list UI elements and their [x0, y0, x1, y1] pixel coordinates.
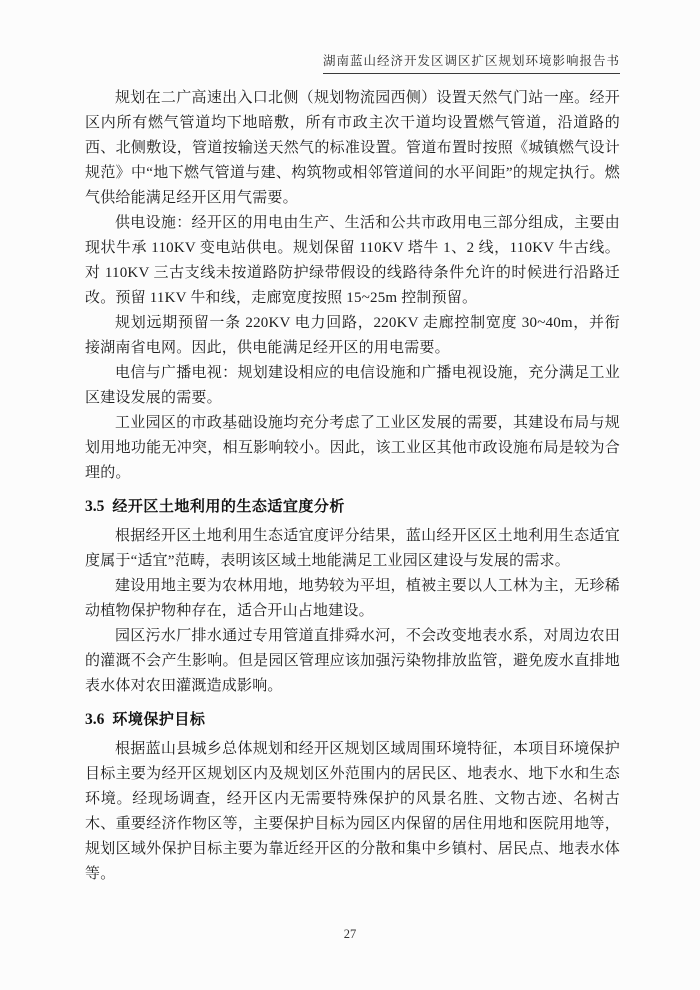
paragraph: 根据经开区土地利用生态适宜度评分结果，蓝山经开区区土地利用生态适宜度属于“适宜”范畴，表明该区域土地能满足工业园区建设与发展的需求。	[85, 528, 620, 569]
report-title: 湖南蓝山经济开发区调区扩区规划环境影响报告书	[323, 52, 620, 74]
paragraph: 供电设施：经开区的用电由生产、生活和公共市政用电三部分组成，主要由现状牛承 110KV 变电站供电。规划保留 110KV 塔牛 1、2 线，110KV 牛古线。对 110KV 三古支线未按道路防护绿带假设的线路待条件允许的时候进行沿路迁改。预留 11KV 牛和线，走廊宽度按照 15~25m 控制预留。	[85, 215, 620, 306]
document-body	[85, 86, 620, 887]
section-number: 3.5	[85, 498, 105, 515]
section-title: 经开区土地利用的生态适宜度分析	[112, 498, 345, 515]
paragraph: 规划在二广高速出入口北侧（规划物流园西侧）设置天然气门站一座。经开区内所有燃气管道均下地暗敷，所有市政主次干道均设置燃气管道，沿道路的西、北侧敷设，管道按输送天然气的标准设置。管道布置时按照《城镇燃气设计规范》中“地下燃气管道与建、构筑物或相邻管道间的水平间距”的规定执行。燃气供给能满足经开区用气需要。	[85, 90, 620, 206]
paragraph: 园区污水厂排水通过专用管道直排舜水河，不会改变地表水系，对周边农田的灌溉不会产生影响。但是园区管理应该加强污染物排放监管，避免废水直排地表水体对农田灌溉造成影响。	[85, 628, 620, 694]
paragraph: 根据蓝山县城乡总体规划和经开区规划区域周围环境特征，本项目环境保护目标主要为经开区规划区内及规划区外范围内的居民区、地表水、地下水和生态环境。经现场调查，经开区内无需要特殊保护的风景名胜、文物古迹、名树古木、重要经济作物区等，主要保护目标为园区内保留的居住用地和医院用地等，规划区域外保护目标主要为靠近经开区的分散和集中乡镇村、居民点、地表水体等。	[85, 741, 620, 882]
paragraph: 建设用地主要为农林用地，地势较为平坦，植被主要以人工林为主，无珍稀动植物保护物种存在，适合开山占地建设。	[85, 578, 620, 619]
paragraph: 规划远期预留一条 220KV 电力回路，220KV 走廊控制宽度 30~40m，并衔接湖南省电网。因此，供电能满足经开区的用电需要。	[85, 315, 620, 356]
section-title: 环境保护目标	[112, 711, 206, 728]
page-footer	[0, 927, 700, 942]
section-number: 3.6	[85, 711, 105, 728]
page-header	[85, 52, 620, 74]
paragraph: 工业园区的市政基础设施均充分考虑了工业区发展的需要，其建设布局与规划用地功能无冲突，相互影响较小。因此，该工业区其他市政设施布局是较为合理的。	[85, 415, 620, 481]
section-heading	[85, 494, 620, 519]
page-number: 27	[343, 927, 357, 941]
paragraph: 电信与广播电视：规划建设相应的电信设施和广播电视设施，充分满足工业区建设发展的需要。	[85, 365, 620, 406]
section-heading	[85, 707, 620, 732]
